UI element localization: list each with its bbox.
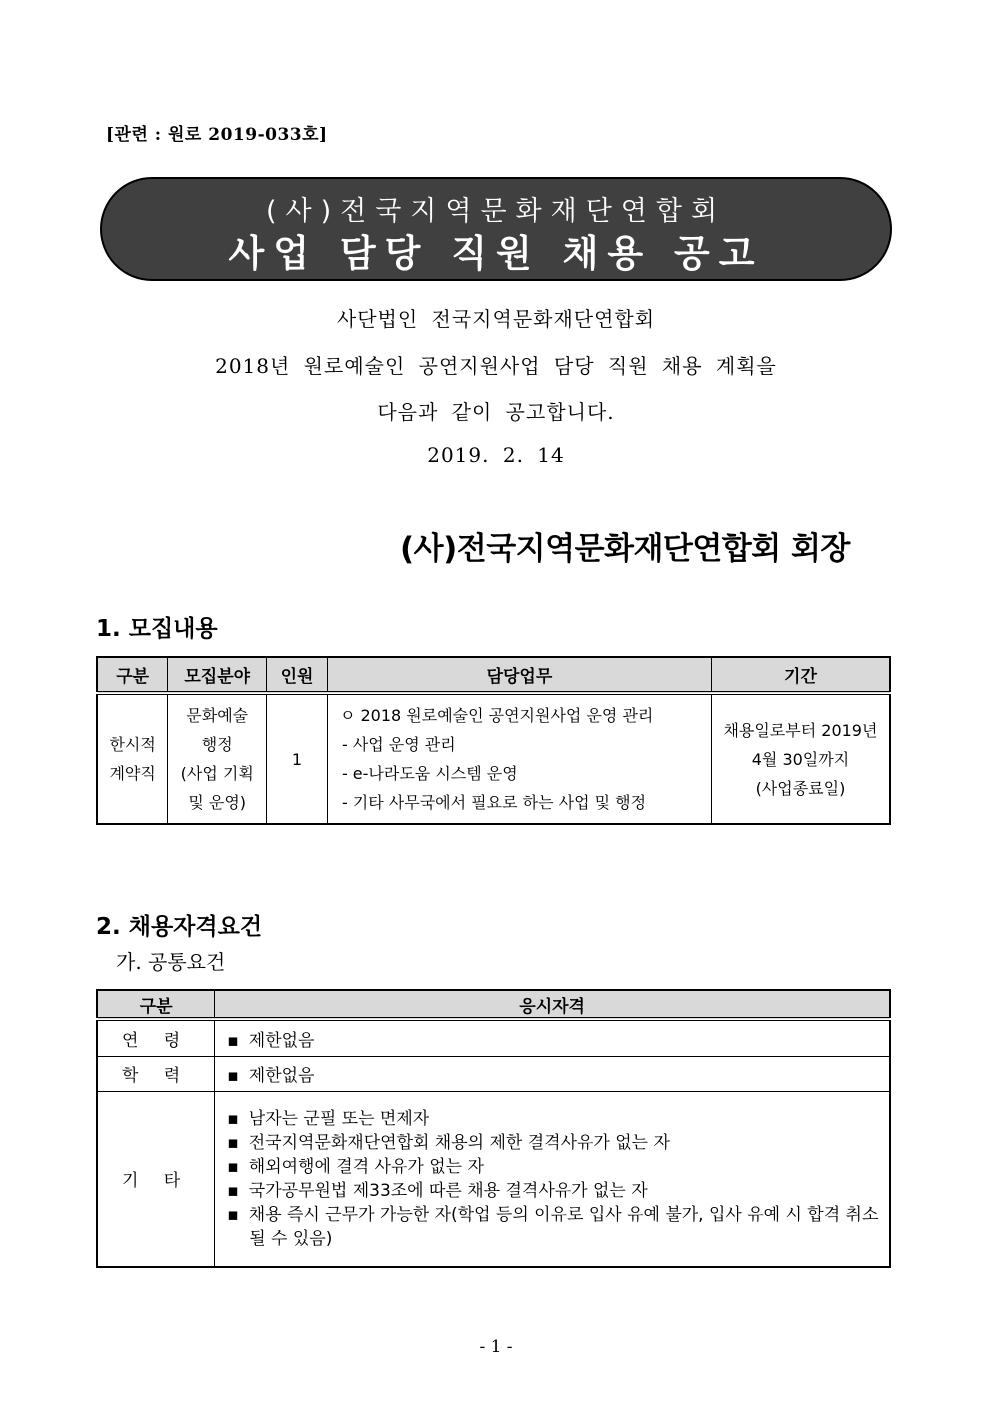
bullet-item: ▪ 해외여행에 결격 사유가 없는 자 <box>227 1155 889 1179</box>
row-key-other: 기 타 <box>97 1091 215 1267</box>
subsection-title: 가. 공통요건 <box>116 950 226 974</box>
banner-title: 사업 담당 직원 채용 공고 <box>228 232 764 275</box>
period-line: (사업종료일) <box>755 778 846 798</box>
header-period: 기간 <box>711 657 890 693</box>
cell-employment-type <box>97 693 168 824</box>
bullet-item: ▪ 제한없음 <box>227 1066 314 1086</box>
table-header-row <box>97 990 890 1019</box>
row-key-education: 학 력 <box>97 1056 215 1091</box>
field-line: 문화예술 <box>186 706 249 725</box>
banner-organization: (사)전국지역문화재단연합회 <box>265 196 727 227</box>
cell-field <box>168 693 267 824</box>
type-line: 계약직 <box>109 764 156 783</box>
intro-line-2: 2018년 원로예술인 공연지원사업 담당 직원 채용 계획을 <box>215 354 777 378</box>
bullet-item: ▪ 남자는 군필 또는 면제자 <box>227 1107 889 1131</box>
table-row <box>97 693 890 824</box>
bullet-item: ▪ 제한없음 <box>227 1031 314 1051</box>
header-count: 인원 <box>267 657 328 693</box>
title-banner <box>100 177 892 281</box>
bullet-item: ▪ 전국지역문화재단연합회 채용의 제한 결격사유가 없는 자 <box>227 1131 889 1155</box>
row-value-education <box>215 1056 890 1091</box>
qualification-table <box>96 989 891 1268</box>
field-line: (사업 기획 <box>180 764 254 783</box>
issuer-signature: (사)전국지역문화재단연합회 회장 <box>400 531 850 567</box>
header-qualification: 응시자격 <box>215 990 890 1019</box>
row-value-other <box>215 1091 890 1267</box>
duty-item: - 사업 운영 관리 <box>341 735 456 754</box>
header-type: 구분 <box>97 657 168 693</box>
table-row <box>97 1056 890 1091</box>
header-category: 구분 <box>97 990 215 1019</box>
duty-item: - 기타 사무국에서 필요로 하는 사업 및 행정 <box>341 793 647 812</box>
table-row <box>97 1019 890 1056</box>
bullet-item: ▪ 국가공무원법 제33조에 따른 채용 결격사유가 없는 자 <box>227 1179 889 1203</box>
reference-number: [관련 : 원로 2019-033호] <box>106 125 328 145</box>
bullet-item: ▪ 채용 즉시 근무가 가능한 자(학업 등의 이유로 입사 유예 불가, 입사 유예 시 합격 취소될 수 있음) <box>227 1203 889 1251</box>
table-row <box>97 1091 890 1267</box>
intro-line-3: 다음과 같이 공고합니다. <box>377 400 615 424</box>
period-line: 4월 30일까지 <box>751 749 850 769</box>
recruitment-table <box>96 656 891 825</box>
page-number: - 1 - <box>479 1337 513 1357</box>
cell-duties <box>327 693 711 824</box>
section-1-title: 1. 모집내용 <box>96 616 218 642</box>
field-line: 행정 <box>201 735 233 754</box>
header-duties: 담당업무 <box>327 657 711 693</box>
cell-period <box>711 693 890 824</box>
row-value-age <box>215 1019 890 1056</box>
duty-item: ㅇ 2018 원로예술인 공연지원사업 운영 관리 <box>339 706 654 725</box>
cell-headcount: 1 <box>267 693 328 824</box>
period-line: 채용일로부터 2019년 <box>723 720 878 740</box>
table-header-row <box>97 657 890 693</box>
duty-item: - e-나라도움 시스템 운영 <box>341 764 518 783</box>
intro-line-1: 사단법인 전국지역문화재단연합회 <box>336 307 656 331</box>
header-field: 모집분야 <box>168 657 267 693</box>
row-key-age: 연 령 <box>97 1019 215 1056</box>
section-2-title: 2. 채용자격요건 <box>96 914 263 940</box>
field-line: 및 운영) <box>188 793 247 812</box>
type-line: 한시적 <box>109 735 156 754</box>
notice-date: 2019. 2. 14 <box>427 443 565 467</box>
